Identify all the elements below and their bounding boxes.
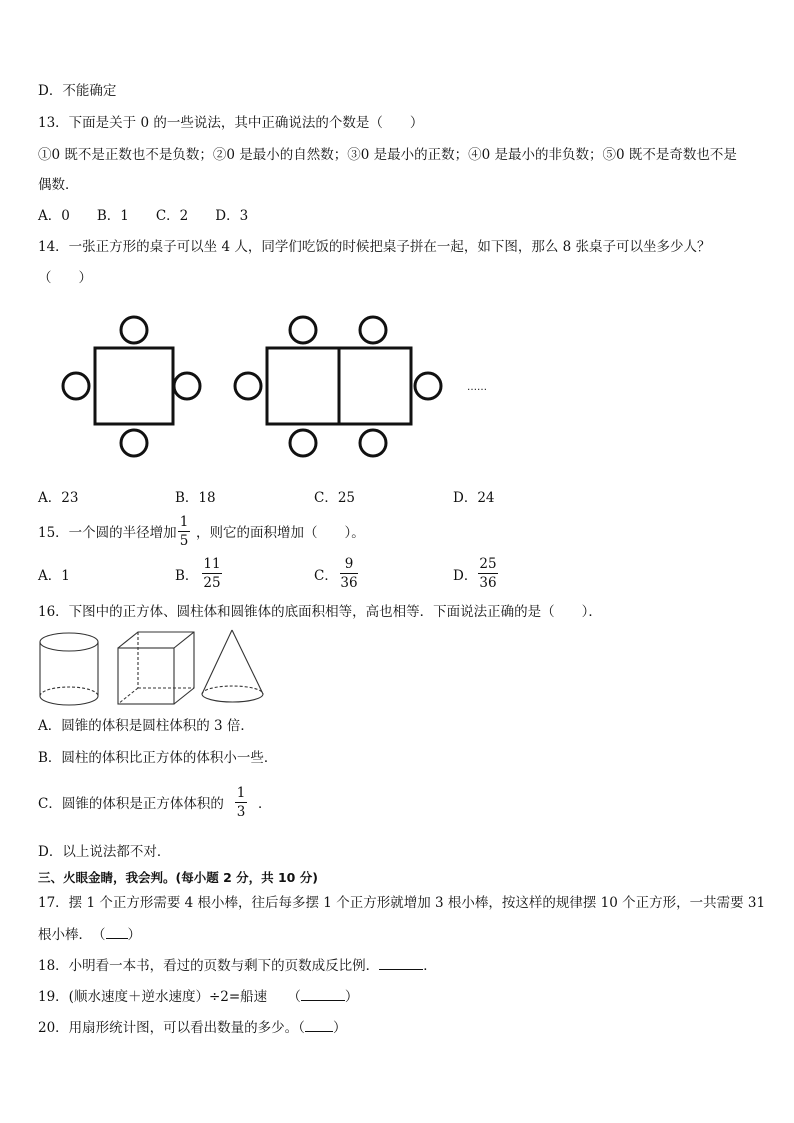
cone-shape: [202, 630, 263, 702]
figure-dots: ……: [467, 382, 487, 393]
q18-answer-blank[interactable]: [379, 957, 423, 970]
joined-table-left: [267, 348, 339, 424]
q15-stem-before: 15．一个圆的半径增加: [38, 525, 177, 541]
q17-line2: 根小棒． （ ）: [38, 927, 141, 943]
q16-option-a: A．圆锥的体积是圆柱体积的 3 倍．: [38, 718, 254, 734]
q19-answer-blank[interactable]: [301, 988, 345, 1001]
q15-stem-after: ，则它的面积增加（ ）。: [196, 525, 365, 541]
seat-bottom-2: [360, 430, 386, 456]
q14-option-a: A．23: [38, 490, 79, 506]
q14-stem: 14．一张正方形的桌子可以坐 4 人，同学们吃饭的时候把桌子拼在一起，如下图，那么 8 张桌子可以坐多少人？: [38, 239, 711, 255]
q13-options: A．0 B．1 C．2 D．3: [38, 208, 249, 224]
section3-title: 三、火眼金睛，我会判。(每小题 2 分，共 10 分): [38, 870, 318, 885]
q14-option-b: B．18: [175, 490, 216, 506]
q15-option-d-fraction: 25 36: [479, 556, 497, 591]
q17-answer-blank[interactable]: [106, 926, 128, 939]
seat-right: [174, 373, 200, 399]
q20-answer-blank[interactable]: [305, 1019, 333, 1032]
q16-option-c-end: ．: [258, 796, 272, 812]
q15-option-b-label: B．: [175, 568, 199, 584]
seat-left-2: [235, 373, 261, 399]
q15-option-d-label: D．: [453, 568, 478, 584]
q15-option-b-fraction: 11 25: [203, 556, 221, 591]
seat-right-2: [415, 373, 441, 399]
seat-bottom: [121, 430, 147, 456]
q15-option-a: A．1: [38, 568, 70, 584]
q13-statements-line1: ①0 既不是正数也不是负数；②0 是最小的自然数；③0 是最小的正数；④0 是最小的非负数；⑤0 既不是奇数也不是: [38, 147, 737, 163]
seat-top-2: [360, 317, 386, 343]
cube-shape: [118, 632, 194, 704]
q16-option-d: D．以上说法都不对．: [38, 844, 171, 860]
single-table: [95, 348, 173, 424]
q19-line: 19．(顺水速度＋逆水速度）÷2=船速 （ ）: [38, 989, 359, 1005]
q15-option-c-fraction: 9 36: [340, 556, 358, 591]
seat-top: [121, 317, 147, 343]
q16-solids-figure: [36, 628, 276, 710]
q15-option-c-label: C．: [314, 568, 338, 584]
q17-line1: 17．摆 1 个正方形需要 4 根小棒，往后每多摆 1 个正方形就增加 3 根小棒，按这样的规律摆 10 个正方形，一共需要 31: [38, 895, 766, 911]
seat-left: [63, 373, 89, 399]
q13-statements-line2: 偶数．: [38, 177, 79, 193]
cylinder-shape: [40, 633, 98, 705]
q16-option-b: B．圆柱的体积比正方体的体积小一些．: [38, 750, 278, 766]
q14-option-c: C．25: [314, 490, 356, 506]
seat-top-1: [290, 317, 316, 343]
q16-stem: 16．下图中的正方体、圆柱体和圆锥体的底面积相等，高也相等．下面说法正确的是（ ）．: [38, 604, 602, 620]
q14-paren: （ ）: [38, 270, 92, 286]
q14-option-d: D．24: [453, 490, 495, 506]
seat-bottom-1: [290, 430, 316, 456]
q15-stem-fraction: 1 5: [179, 514, 189, 549]
q16-option-c-fraction: 1 3: [236, 785, 246, 820]
q12-option-d: D．不能确定: [38, 83, 117, 99]
q18-line: 18．小明看一本书，看过的页数与剩下的页数成反比例． ．: [38, 958, 437, 974]
q20-line: 20．用扇形统计图，可以看出数量的多少。（ ）: [38, 1020, 347, 1036]
q14-table-figure: [55, 310, 515, 470]
q13-stem: 13．下面是关于 0 的一些说法，其中正确说法的个数是（ ）: [38, 115, 424, 131]
q16-option-c-text: C．圆锥的体积是正方体体积的: [38, 796, 224, 812]
joined-table-right: [339, 348, 411, 424]
